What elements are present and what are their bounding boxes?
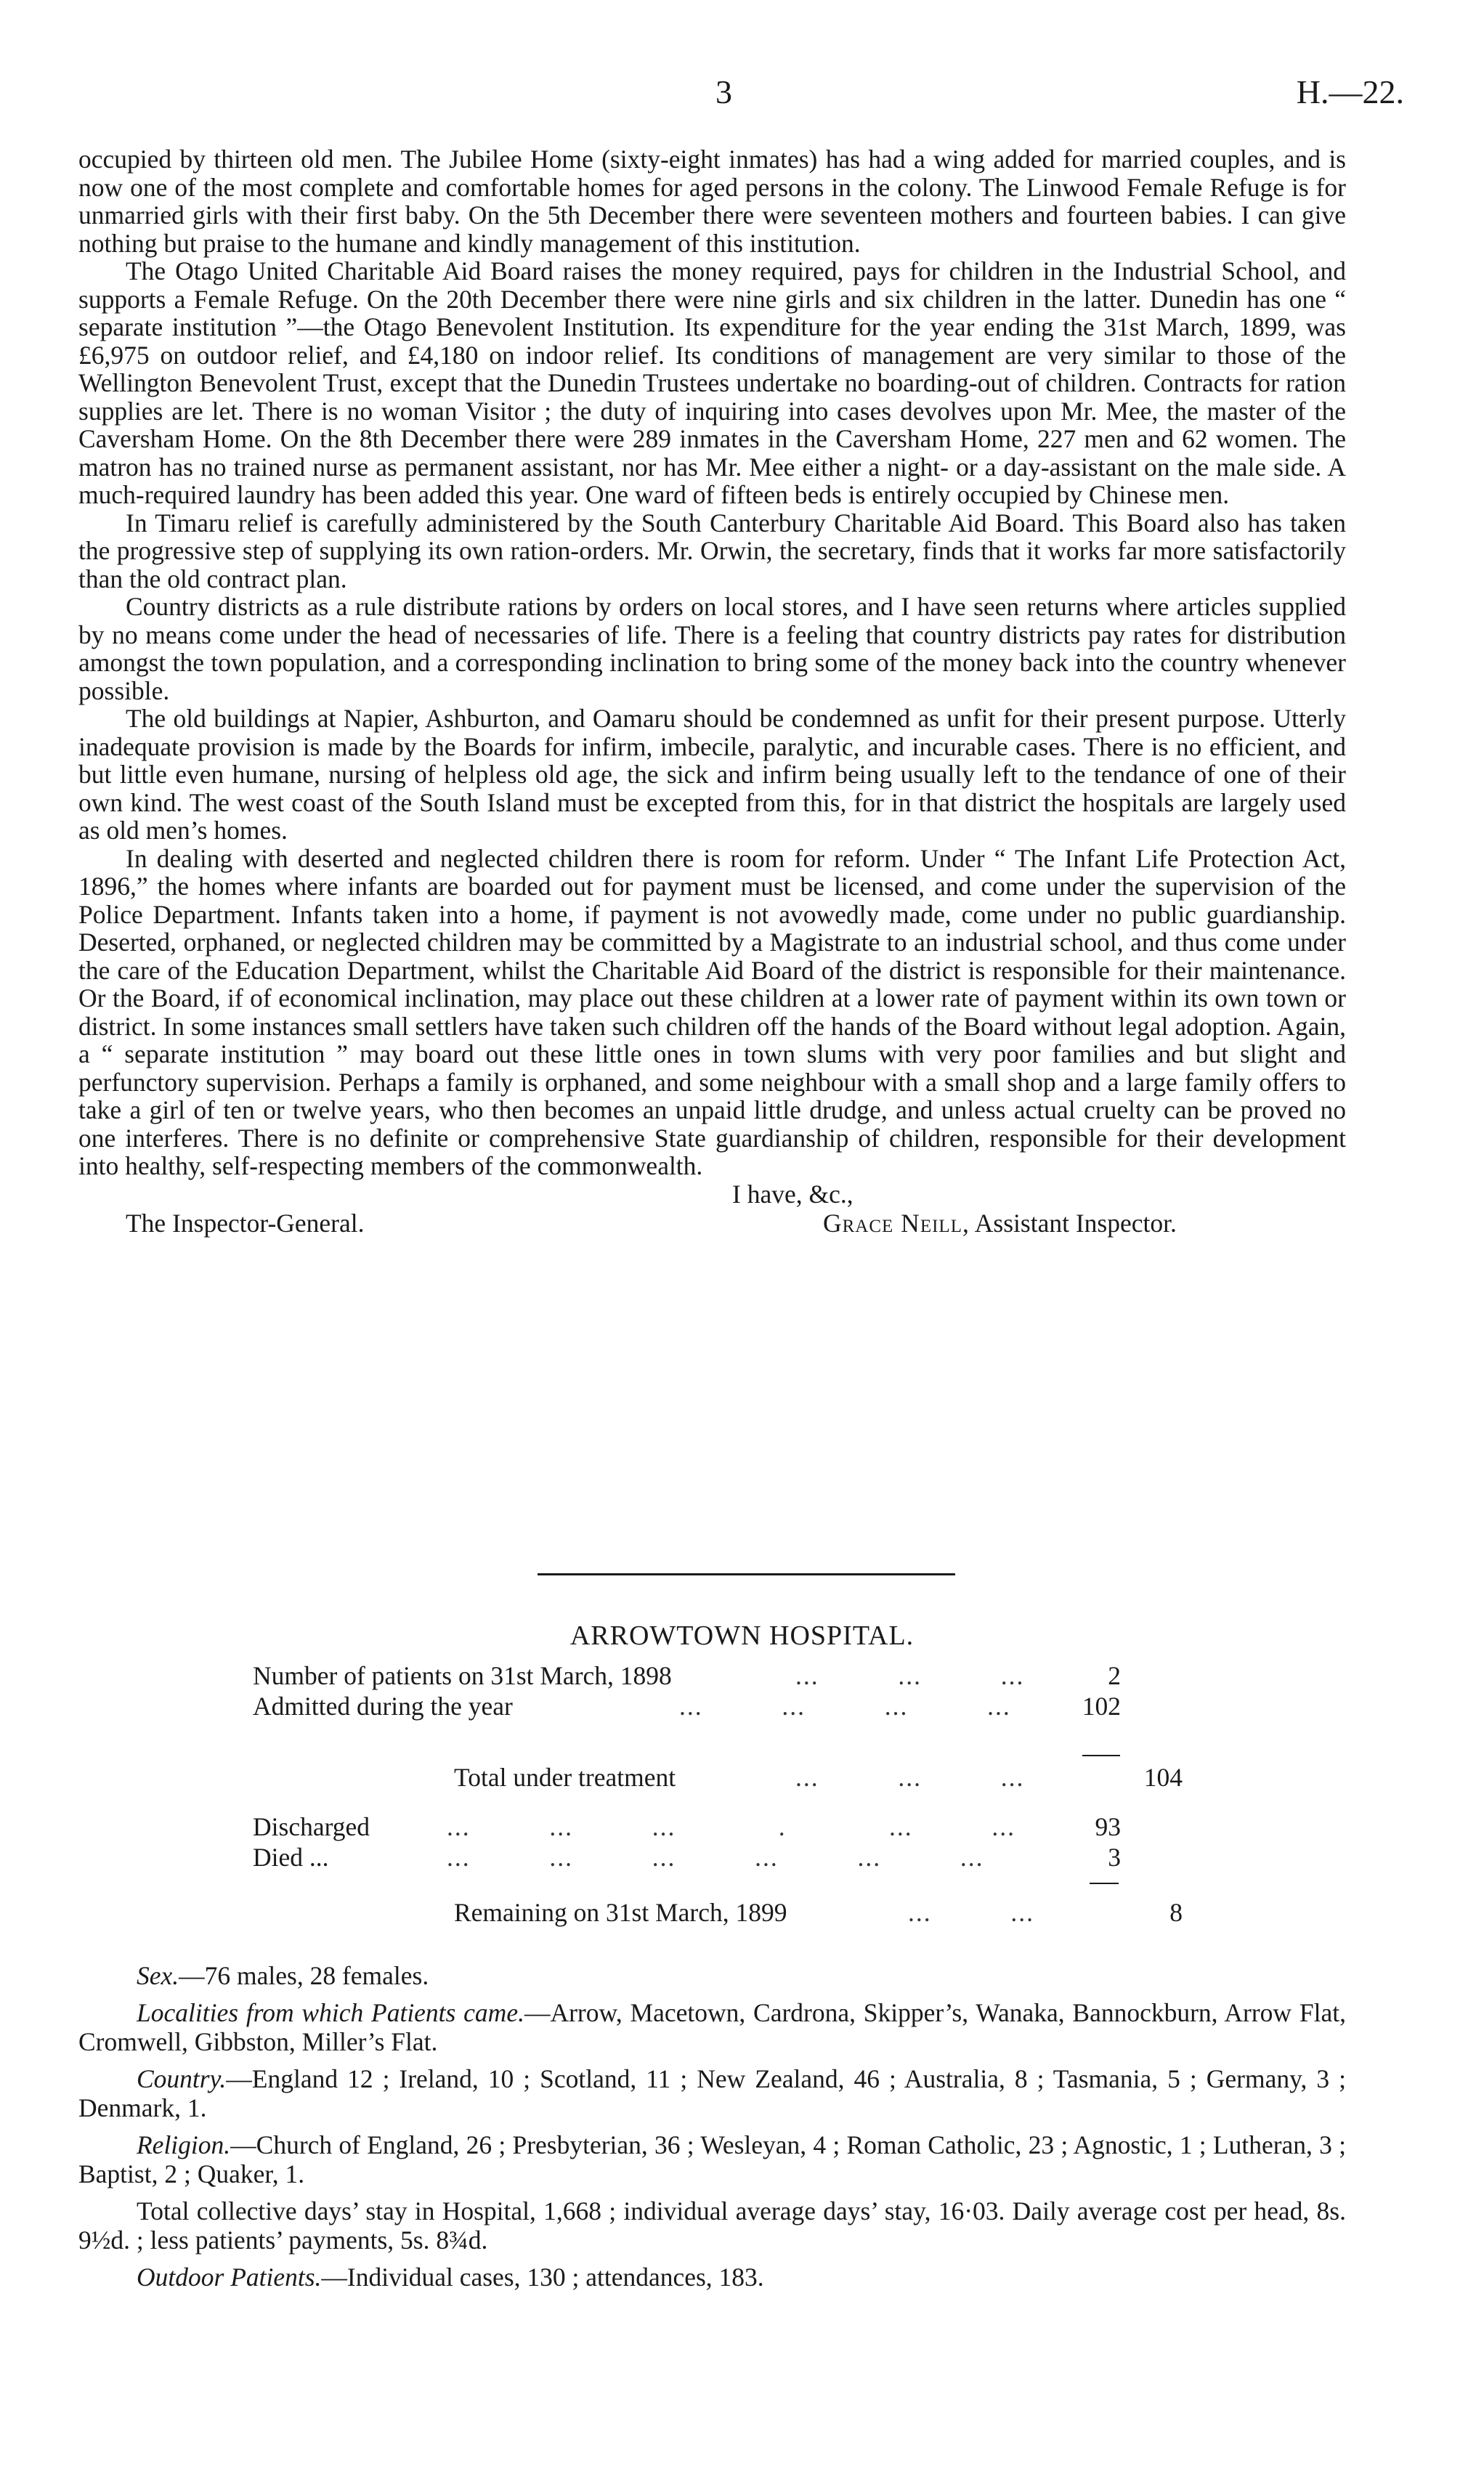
stat-row-total <box>0 1762 1484 1794</box>
note-localities <box>78 1998 1346 2056</box>
report-paragraph: Country districts as a rule distribute rations by orders on local stores, and I have seen returns where articles supplied by no means come under the head of necessaries of life. There is a feeling that country districts pay rates for distribution amongst the town population, and a corresponding inclination to bring some of the money back into the country whenever possible. <box>78 592 1346 705</box>
stat-label: Died ... <box>253 1843 329 1872</box>
note-text: —76 males, 28 females. <box>179 1961 429 1990</box>
note-outdoor <box>78 2263 1346 2292</box>
stat-label: Total under treatment <box>454 1763 676 1792</box>
note-country <box>78 2064 1346 2122</box>
stat-value: 3 <box>1108 1843 1121 1872</box>
stat-row-patients-start <box>0 1660 1484 1692</box>
leader-dots: ... ... <box>908 1898 1034 1927</box>
page-number: 3 <box>715 73 732 110</box>
stat-row-remaining <box>0 1897 1484 1929</box>
leader-dots: ... ... ... <box>795 1661 1025 1690</box>
report-paragraph: The Otago United Charitable Aid Board raises the money required, pays for children in the Industrial School, and supports a Female Refuge. On the 20th December there were nine girls and six children in the latter. Dunedin has one “ separate institution ”—the Otago Benevolent Institution. Its expenditure for the year ending the 31st March, 1899, was £6,975 on outdoor relief, and £4,180 on indoor relief. Its conditions of management are very similar to those of the Wellington Benevolent Trust, except that the Dunedin Trustees undertake no boarding-out of children. Contracts for ration supplies are let. There is no woman Visitor ; the duty of inquiring into cases devolves upon Mr. Mee, the master of the Caversham Home. On the 8th December there were 289 inmates in the Caversham Home, 227 men and 62 women. The matron has no trained nurse as permanent assistant, nor has Mr. Mee either a night- or a day-assistant on the male side. A much-required laundry has been added this year. One ward of fifteen beds is entirely occupied by Chinese men. <box>78 256 1346 509</box>
stat-label: Discharged <box>253 1812 370 1841</box>
section-divider <box>538 1573 955 1575</box>
signature-title: Assistant Inspector. <box>974 1208 1177 1238</box>
stat-value: 102 <box>1082 1692 1121 1721</box>
stat-row-admitted <box>0 1691 1484 1723</box>
letter-signoff <box>78 1180 1346 1238</box>
note-text: —Church of England, 26 ; Presbyterian, 36 ; Wesleyan, 4 ; Roman Catholic, 23 ; Agnostic, 1 ; Lutheran, 3 ; Baptist, 2 ; Quaker, 1. <box>78 2130 1346 2188</box>
leader-dots: ... ... ... ... <box>679 1692 1011 1721</box>
stat-value: 2 <box>1108 1661 1121 1690</box>
signature <box>823 1209 1177 1238</box>
stat-value: 93 <box>1095 1812 1121 1841</box>
hospital-title: ARROWTOWN HOSPITAL. <box>569 1620 915 1651</box>
page-header <box>0 73 1484 123</box>
stat-value: 104 <box>1143 1763 1183 1792</box>
document-reference: H.—22. <box>1296 73 1404 110</box>
subtotal-rule <box>1090 1883 1119 1884</box>
report-paragraph: In dealing with deserted and neglected children there is room for reform. Under “ The Infant Life Protection Act, 1896,” the homes where infants are boarded out for payment must be licensed, and come under the supervision of the Police Department. Infants taken into a home, if payment is not avowedly made, come under no public guardianship. Deserted, orphaned, or neglected children may be committed by a Magistrate to an industrial school, and thus come under the care of the Education Department, whilst the Charitable Aid Board of the district is responsible for their maintenance. Or the Board, if of economical inclination, may place out these children at a lower rate of payment within its own town or district. In some instances small settlers have taken such children off the hands of the Board without legal adoption. Again, a “ separate institution ” may board out these little ones in town slums with very poor families and but slight and perfunctory supervision. Perhaps a family is orphaned, and some neighbour with a small shop and a large family offers to take a girl of ten or twelve years, who then becomes an unpaid little drudge, and unless actual cruelty can be proved no one interferes. There is no definite or comprehensive State guardianship of children, responsible for their development into healthy, self-respecting members of the commonwealth. <box>78 843 1346 1180</box>
note-label: Sex. <box>137 1961 179 1990</box>
leader-dots: ... ... ... <box>795 1763 1025 1792</box>
report-body <box>78 145 1346 1238</box>
leader-dots: ... ... ... ... ... ... <box>447 1843 984 1872</box>
hospital-notes <box>78 1961 1346 2300</box>
stat-label: Remaining on 31st March, 1899 <box>454 1898 787 1927</box>
note-label: Country. <box>137 2064 227 2093</box>
signature-name: Grace Neill, <box>823 1208 970 1238</box>
note-label: Localities from which Patients came. <box>137 1998 524 2027</box>
report-paragraph: occupied by thirteen old men. The Jubilee Home (sixty-eight inmates) has had a wing added for married couples, and is now one of the most complete and comfortable homes for aged persons in the colony. The Linwood Female Refuge is for unmarried girls with their first baby. On the 5th December there were seventeen mothers and fourteen babies. I can give nothing but praise to the humane and kindly management of this institution. <box>78 145 1346 258</box>
stat-row-discharged <box>0 1811 1484 1843</box>
closing-greeting: I have, &c., <box>732 1179 853 1209</box>
stat-value: 8 <box>1169 1898 1183 1927</box>
note-religion <box>78 2130 1346 2188</box>
report-paragraph: In Timaru relief is carefully administered by the South Canterbury Charitable Aid Board. This Board also has taken the progressive step of supplying its own ration-orders. Mr. Orwin, the secretary, finds that it works far more satisfactorily than the old contract plan. <box>78 508 1346 593</box>
stat-label: Number of patients on 31st March, 1898 <box>253 1661 672 1690</box>
note-label: Outdoor Patients. <box>137 2263 322 2292</box>
note-text: —England 12 ; Ireland, 10 ; Scotland, 11 ; New Zealand, 46 ; Australia, 8 ; Tasmania, 5 ; Germany, 3 ; Denmark, 1. <box>78 2064 1346 2122</box>
leader-dots: ... ... ... . ... ... <box>447 1812 1015 1841</box>
note-stay: Total collective days’ stay in Hospital, 1,668 ; individual average days’ stay, 16·03. Daily average cost per head, 8s. 9½d. ; less patients’ payments, 5s. 8¾d. <box>78 2196 1346 2255</box>
subtotal-rule <box>1082 1755 1120 1756</box>
note-label: Religion. <box>137 2130 231 2159</box>
stat-row-died <box>0 1842 1484 1874</box>
note-text: —Individual cases, 130 ; attendances, 183. <box>321 2263 764 2292</box>
addressee: The Inspector-General. <box>126 1208 365 1238</box>
stat-label: Admitted during the year <box>253 1692 513 1721</box>
note-text: —Arrow, Macetown, Cardrona, Skipper’s, Wanaka, Bannockburn, Arrow Flat, Cromwell, Gibbston, Miller’s Flat. <box>78 1998 1346 2056</box>
report-paragraph: The old buildings at Napier, Ashburton, and Oamaru should be condemned as unfit for their present purpose. Utterly inadequate provision is made by the Boards for infirm, imbecile, paralytic, and incurable cases. There is no efficient, and but little even humane, nursing of helpless old age, the sick and infirm being usually left to the tendance of one of their own kind. The west coast of the South Island must be excepted from this, for in that district the hospitals are largely used as old men’s homes. <box>78 704 1346 845</box>
note-sex <box>78 1961 1346 1990</box>
